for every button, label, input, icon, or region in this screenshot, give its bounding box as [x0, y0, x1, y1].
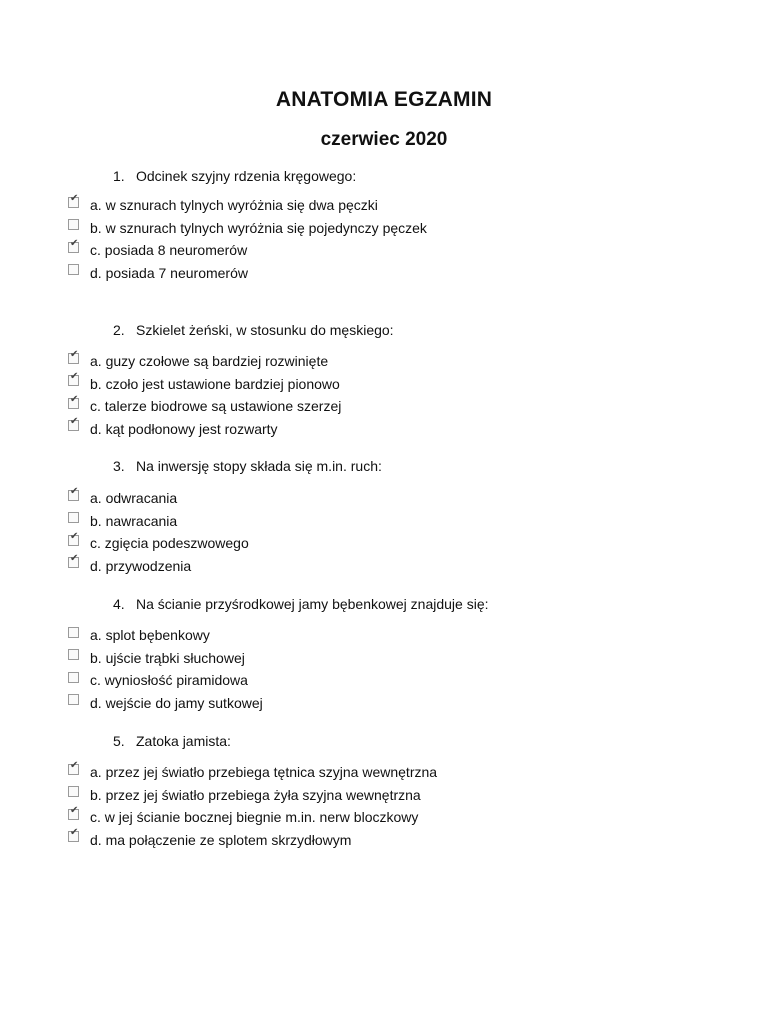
answer-label: a. w sznurach tylnych wyróżnia się dwa pęczki — [90, 197, 378, 213]
answer-option — [68, 626, 210, 644]
checkbox-checked-icon[interactable] — [68, 371, 79, 386]
question-number: 5. — [113, 733, 125, 749]
checkmark-icon: ✔ — [70, 759, 79, 771]
answer-option — [68, 694, 263, 712]
checkbox-empty-icon[interactable] — [68, 672, 79, 683]
checkbox-checked-icon[interactable] — [68, 237, 79, 253]
checkmark-icon: ✔ — [70, 237, 79, 249]
answer-label: c. zgięcia podeszwowego — [90, 535, 249, 551]
answer-label: c. posiada 8 neuromerów — [90, 242, 248, 258]
answer-option — [68, 512, 177, 530]
checkmark-icon: ✔ — [70, 553, 79, 564]
answer-label: d. wejście do jamy sutkowej — [90, 694, 263, 711]
checkbox-checked-icon[interactable] — [68, 192, 79, 208]
checkmark-icon: ✔ — [70, 485, 79, 497]
question-text: Na ścianie przyśrodkowej jamy bębenkowej znajduje się: — [136, 596, 489, 612]
answer-label: b. przez jej światło przebiega żyła szyjna wewnętrzna — [90, 786, 421, 803]
question-5 — [113, 733, 231, 749]
question-1 — [113, 168, 356, 184]
answer-label: d. posiada 7 neuromerów — [90, 264, 248, 281]
answer-option — [68, 393, 342, 415]
checkbox-checked-icon[interactable] — [68, 553, 79, 568]
answer-label: a. odwracania — [90, 490, 178, 506]
answer-option — [68, 530, 249, 552]
checkmark-icon: ✔ — [70, 416, 79, 427]
answer-option — [68, 192, 378, 214]
answer-option — [68, 827, 352, 849]
answer-label: d. ma połączenie ze splotem skrzydłowym — [90, 831, 352, 848]
question-text: Na inwersję stopy składa się m.in. ruch: — [136, 458, 382, 474]
checkbox-empty-icon[interactable] — [68, 694, 79, 705]
checkbox-checked-icon[interactable] — [68, 348, 79, 364]
checkbox-checked-icon[interactable] — [68, 827, 79, 842]
checkbox-checked-icon[interactable] — [68, 416, 79, 431]
checkbox-empty-icon[interactable] — [68, 512, 79, 523]
answer-option — [68, 264, 248, 282]
question-text: Zatoka jamista: — [136, 733, 231, 749]
question-number: 1. — [113, 168, 125, 184]
checkbox-checked-icon[interactable] — [68, 759, 79, 775]
checkmark-icon: ✔ — [70, 804, 79, 816]
checkbox-checked-icon[interactable] — [68, 804, 79, 820]
answer-label: a. przez jej światło przebiega tętnica szyjna wewnętrzna — [90, 764, 438, 780]
answer-label: b. nawracania — [90, 512, 178, 529]
checkbox-empty-icon[interactable] — [68, 627, 79, 638]
answer-label: c. wyniosłość piramidowa — [90, 672, 248, 688]
checkmark-icon: ✔ — [70, 393, 79, 405]
answer-option — [68, 804, 419, 826]
answer-option — [68, 219, 427, 237]
answer-label: a. splot bębenkowy — [90, 627, 210, 643]
question-text: Szkielet żeński, w stosunku do męskiego: — [136, 322, 394, 338]
answer-label: c. w jej ścianie bocznej biegnie m.in. nerw bloczkowy — [90, 809, 419, 825]
checkmark-icon: ✔ — [70, 371, 79, 382]
question-3 — [113, 458, 382, 474]
page-title: ANATOMIA EGZAMIN — [275, 88, 493, 111]
checkbox-empty-icon[interactable] — [68, 219, 79, 230]
question-number: 2. — [113, 322, 125, 338]
answer-label: b. czoło jest ustawione bardziej pionowo — [90, 375, 340, 392]
answer-option — [68, 348, 329, 370]
question-number: 4. — [113, 596, 125, 612]
page-subtitle: czerwiec 2020 — [320, 129, 448, 150]
checkbox-empty-icon[interactable] — [68, 649, 79, 660]
answer-option — [68, 553, 192, 575]
answer-option — [68, 671, 248, 689]
checkbox-empty-icon[interactable] — [68, 786, 79, 797]
answer-label: b. ujście trąbki słuchowej — [90, 649, 245, 666]
answer-option — [68, 649, 245, 667]
answer-option — [68, 371, 340, 393]
answer-label: d. przywodzenia — [90, 557, 192, 574]
checkmark-icon: ✔ — [70, 348, 79, 360]
answer-label: d. kąt podłonowy jest rozwarty — [90, 420, 278, 437]
checkmark-icon: ✔ — [70, 827, 79, 838]
checkbox-checked-icon[interactable] — [68, 530, 79, 546]
checkbox-checked-icon[interactable] — [68, 393, 79, 409]
checkmark-icon: ✔ — [70, 192, 79, 204]
checkbox-empty-icon[interactable] — [68, 264, 79, 275]
answer-option — [68, 759, 438, 781]
checkmark-icon: ✔ — [70, 530, 79, 542]
question-text: Odcinek szyjny rdzenia kręgowego: — [136, 168, 357, 184]
answer-label: b. w sznurach tylnych wyróżnia się pojedynczy pęczek — [90, 219, 427, 236]
answer-option — [68, 786, 421, 804]
question-2 — [113, 322, 394, 338]
answer-label: c. talerze biodrowe są ustawione szerzej — [90, 398, 342, 414]
answer-label: a. guzy czołowe są bardziej rozwinięte — [90, 353, 329, 369]
answer-option — [68, 237, 248, 259]
question-4 — [113, 596, 489, 612]
question-number: 3. — [113, 458, 125, 474]
answer-option — [68, 416, 278, 438]
answer-option — [68, 485, 178, 507]
checkbox-checked-icon[interactable] — [68, 485, 79, 501]
